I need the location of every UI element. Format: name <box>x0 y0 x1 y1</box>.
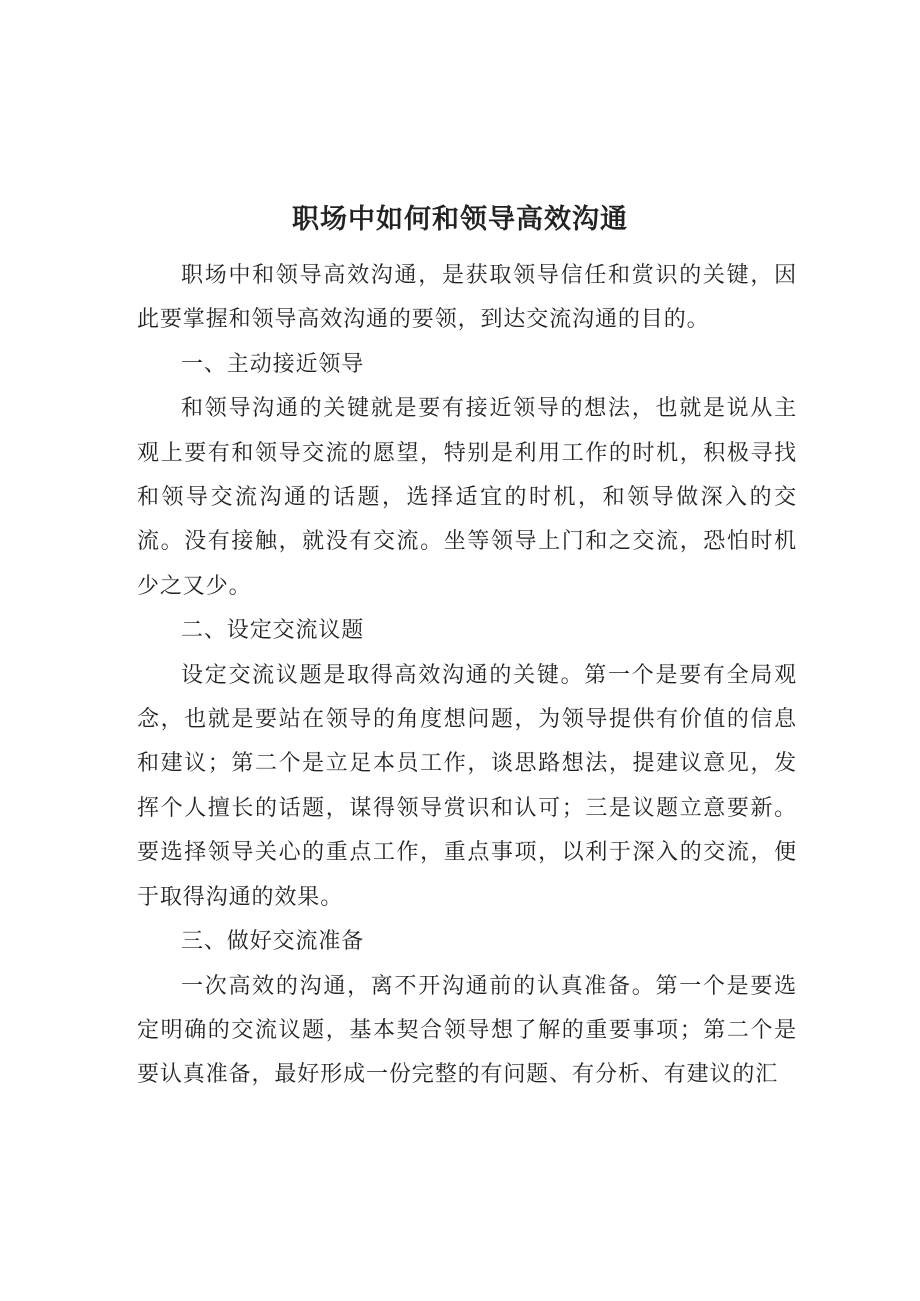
intro-paragraph: 职场中和领导高效沟通，是获取领导信任和赏识的关键，因此要掌握和领导高效沟通的要领，到达交流沟通的目的。 <box>137 263 797 333</box>
section-paragraph-1: 和领导沟通的关键就是要有接近领导的想法，也就是说从主观上要有和领导交流的愿望，特别是利用工作的时机，积极寻找和领导交流沟通的话题，选择适宜的时机，和领导做深入的交流。没有接触，就没有交流。坐等领导上门和之交流，恐怕时机少之又少。 <box>137 396 797 599</box>
section-heading-2: 二、设定交流议题 <box>181 618 365 644</box>
document-body <box>137 254 797 1098</box>
document-title: 职场中如何和领导高效沟通 <box>292 204 628 235</box>
section-paragraph-3: 一次高效的沟通，离不开沟通前的认真准备。第一个是要选定明确的交流议题，基本契合领导想了解的重要事项；第二个是要认真准备，最好形成一份完整的有问题、有分析、有建议的汇 <box>137 973 797 1088</box>
section-paragraph-2: 设定交流议题是取得高效沟通的关键。第一个是要有全局观念，也就是要站在领导的角度想问题，为领导提供有价值的信息和建议；第二个是立足本员工作，谈思路想法，提建议意见，发挥个人擅长的话题，谋得领导赏识和认可；三是议题立意要新。要选择领导关心的重点工作，重点事项，以利于深入的交流，便于取得沟通的效果。 <box>137 662 797 910</box>
section-heading-1: 一、主动接近领导 <box>181 351 365 377</box>
section-heading-3: 三、做好交流准备 <box>181 929 365 955</box>
